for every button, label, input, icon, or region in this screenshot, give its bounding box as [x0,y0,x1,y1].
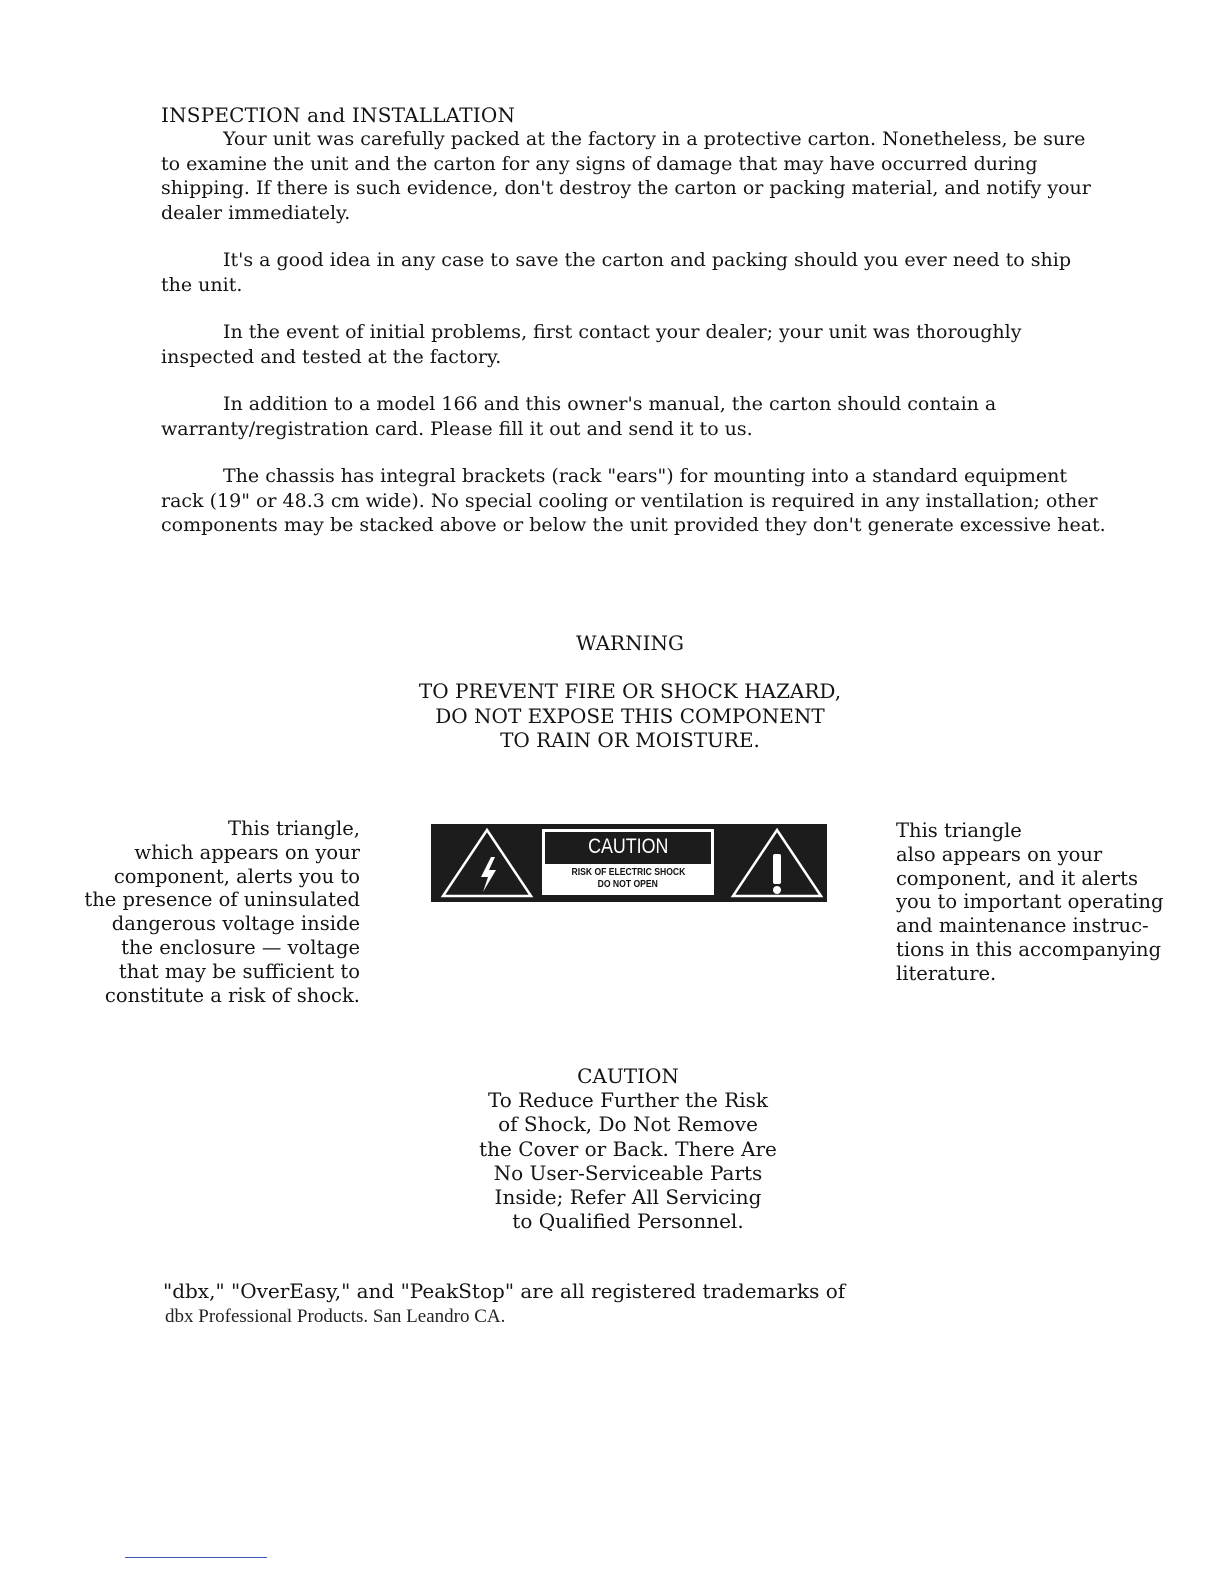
caution-line: Inside; Refer All Servicing [494,1185,762,1210]
note-line: This triangle [896,819,1022,842]
paragraph-carton-contents: In addition to a model 166 and this owner's manual, the carton should contain a warranty/registration card. Please fill it out and send it to us. [161,393,997,440]
trademark-notice: "dbx," "OverEasy," and "PeakStop" are all registered trademarks of [163,1279,846,1303]
caution-line: to Qualified Personnel. [512,1209,744,1234]
note-line: component, and it alerts [896,866,1138,890]
caution-line: the Cover or Back. There Are [479,1136,777,1161]
caution-line: To Reduce Further the Risk [487,1088,769,1113]
exclamation-triangle-icon [733,830,821,896]
note-line: you to important operating [896,890,1164,914]
caution-label [431,824,827,902]
caution-label-subtitle: DO NOT OPEN [597,878,659,890]
note-line: constitute a risk of shock. [104,983,360,1007]
warning-text [360,679,900,753]
caution-line: of Shock, Do Not Remove [498,1112,758,1137]
note-line: and maintenance instruc- [896,914,1149,938]
note-line: the presence of uninsulated [84,888,360,912]
note-line: This triangle, [227,817,360,840]
note-line: which appears on your [134,840,360,864]
note-line: component, alerts you to [113,864,360,888]
note-line: the enclosure — voltage [121,935,360,959]
caution-label-title: CAUTION [587,835,669,858]
paragraph-save-carton: It's a good idea in any case to save the carton and packing should you ever need to ship the unit. [161,249,1072,296]
warning-line: DO NOT EXPOSE THIS COMPONENT [435,703,825,728]
lightning-triangle-note [40,817,360,1007]
paragraph-inspection: Your unit was carefully packed at the factory in a protective carton. Nonetheless, be sure to examine the unit and the carton for any signs of damage that may have occurred during shipping. If there is such evidence, don't destroy the carton or packing material, and notify your dealer immediately. [161,128,1091,224]
exclamation-triangle-note [896,819,1196,986]
caution-title: CAUTION [577,1064,679,1088]
note-line: that may be sufficient to [118,959,360,983]
note-line: dangerous voltage inside [111,912,360,936]
paragraph-initial-problems: In the event of initial problems, first contact your dealer; your unit was thoroughly inspected and tested at the factory. [161,321,1022,368]
lightning-triangle-icon [443,830,531,896]
warning-line: TO PREVENT FIRE OR SHOCK HAZARD, [418,679,842,703]
caution-label-center [542,829,714,895]
caution-notice [428,1064,828,1233]
trademark-owner: dbx Professional Products. San Leandro CA. [165,1306,506,1327]
caution-line: No User-Serviceable Parts [493,1160,763,1185]
note-line: also appears on your [896,842,1103,866]
footnote-divider [125,1557,267,1558]
note-line: literature. [896,961,997,985]
warning-title: WARNING [576,631,684,655]
note-line: tions in this accompanying [896,937,1162,961]
warning-line: TO RAIN OR MOISTURE. [500,728,760,752]
section-heading: INSPECTION and INSTALLATION [161,103,516,127]
paragraph-rack-mounting: The chassis has integral brackets (rack "ears") for mounting into a standard equipment rack (19" or 48.3 cm wide). No special cooling or ventilation is required in any installation; other components may be stacked above or below the unit provided they don't generate excessive heat. [161,465,1106,536]
caution-label-subtitle: RISK OF ELECTRIC SHOCK [571,866,685,878]
